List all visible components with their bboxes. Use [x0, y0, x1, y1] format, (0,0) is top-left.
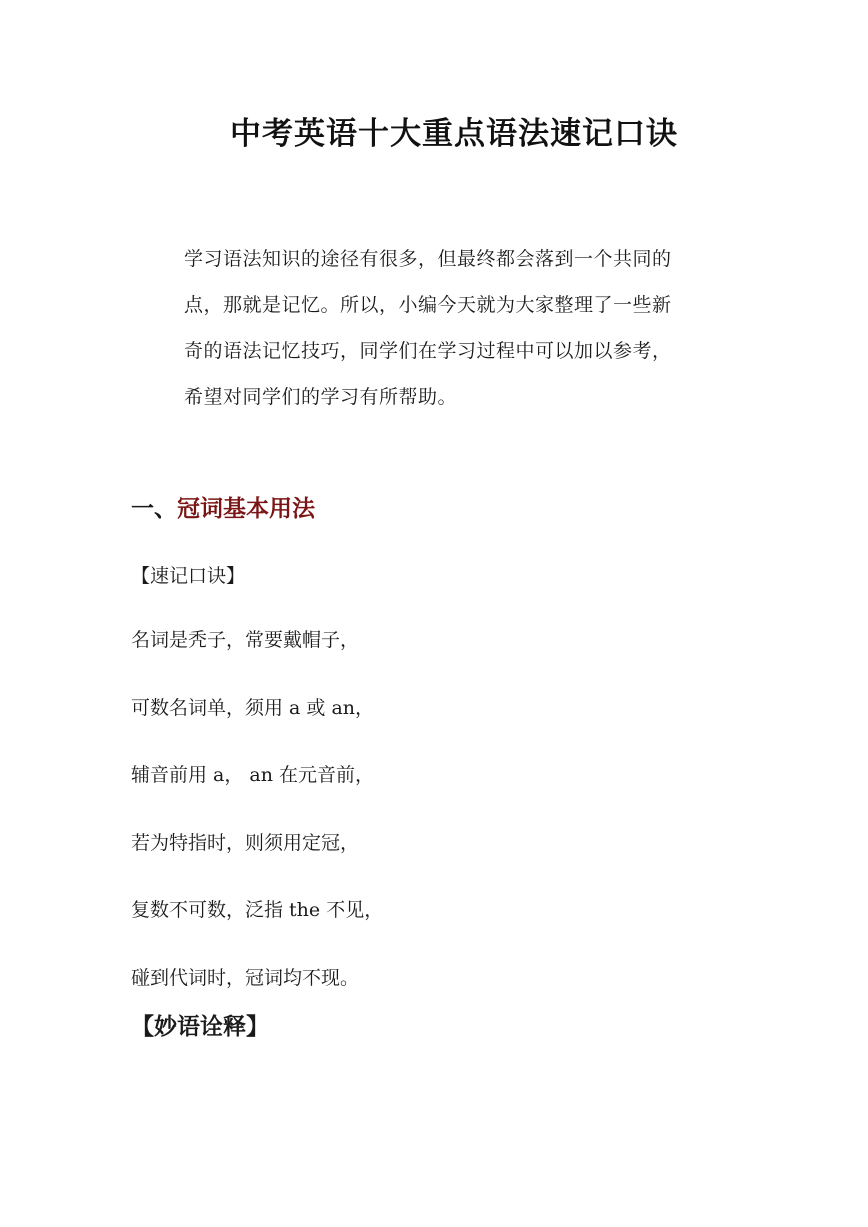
rhyme-list: [131, 622, 383, 1027]
explanation-label: 【妙语诠释】: [131, 1013, 269, 1040]
rhyme-line: 名词是秃子，常要戴帽子，: [131, 629, 360, 651]
intro-line: 学习语法知识的途径有很多，但最终都会落到一个共同的: [184, 248, 672, 270]
section-heading: [131, 490, 315, 523]
intro-line: 奇的语法记忆技巧，同学们在学习过程中可以加以参考，: [184, 340, 672, 362]
rhyme-line: 复数不可数，泛指 the 不见，: [131, 899, 384, 921]
section-number: 一、: [131, 495, 177, 522]
rhyme-line: 碰到代词时，冠词均不现。: [131, 966, 360, 989]
intro-paragraph: [184, 236, 694, 420]
intro-line: 点，那就是记忆。所以，小编今天就为大家整理了一些新: [184, 294, 672, 316]
rhyme-line: 辅音前用 a， an 在元音前，: [131, 764, 375, 786]
rhyme-line: 若为特指时，则须用定冠，: [131, 831, 360, 854]
document-title: 中考英语十大重点语法速记口诀: [230, 116, 678, 152]
intro-line: 希望对同学们的学习有所帮助。: [184, 386, 458, 408]
rhyme-line: 可数名词单，须用 a 或 an，: [131, 696, 375, 719]
section-label: 冠词基本用法: [177, 495, 315, 522]
rhyme-label: 【速记口诀】: [131, 565, 246, 587]
